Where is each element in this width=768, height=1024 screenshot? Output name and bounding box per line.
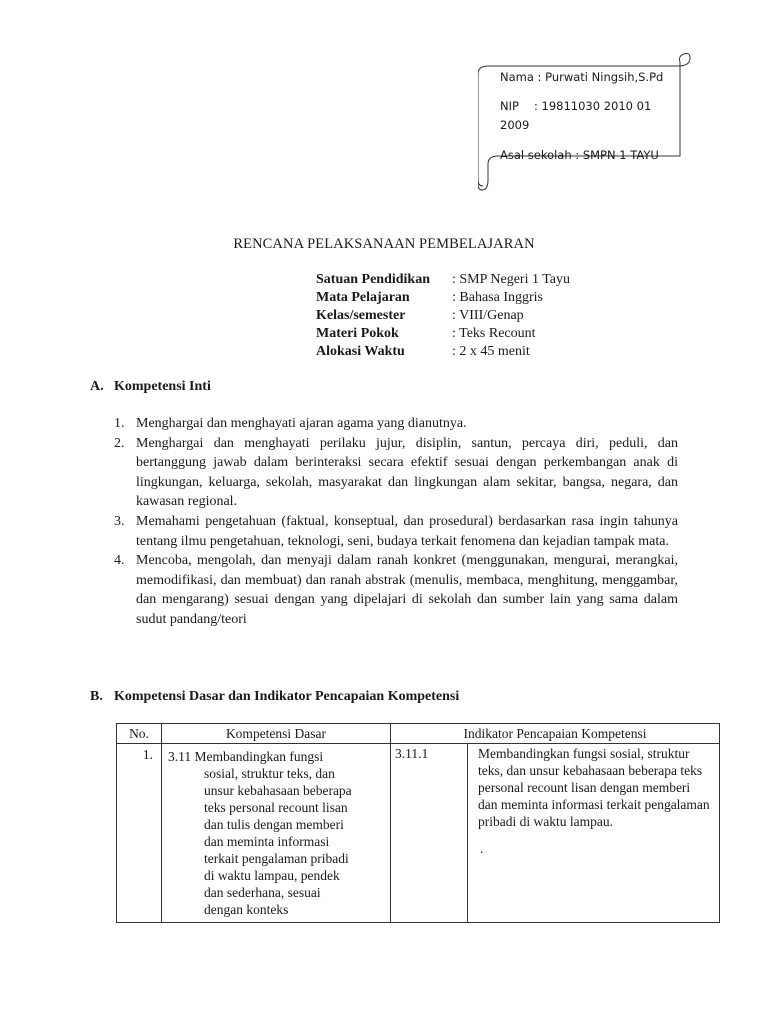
indicator-cell xyxy=(468,744,720,923)
list-item-number: 2. xyxy=(114,435,125,451)
identity-value: : 2 x 45 menit xyxy=(452,344,530,359)
kd-continuation xyxy=(168,765,384,918)
document-title: RENCANA PELAKSANAAN PEMBELAJARAN xyxy=(233,236,535,252)
kd-line: di waktu lampau, pendek xyxy=(204,868,340,883)
identity-value: : VIII/Genap xyxy=(452,308,524,323)
identity-row xyxy=(316,325,570,343)
identity-row xyxy=(316,307,570,325)
identity-key: Materi Pokok xyxy=(316,326,399,341)
nip-label: NIP xyxy=(500,99,519,113)
table-header-row xyxy=(117,724,720,744)
list-item-text: Mencoba, mengolah, dan menyaji dalam ranah konkret (menggunakan, mengurai, merangkai, memodifikasi, dan membuat) dan ranah abstrak (menulis, membaca, menghitung, menggambar, dan mengarang) sesuai dengan yang dipelajari di sekolah dan sumber lain yang sama dalam sudut pandang/teori xyxy=(136,553,678,627)
list-item-text: Menghargai dan menghayati ajaran agama yang dianutnya. xyxy=(136,416,467,431)
list-item xyxy=(114,512,678,551)
section-b-heading xyxy=(90,689,459,705)
list-item-number: 4. xyxy=(114,553,125,569)
section-title: Kompetensi Dasar dan Indikator Pencapaian Kompetensi xyxy=(114,689,460,704)
kd-line: dan tulis dengan memberi xyxy=(204,817,344,832)
identity-row xyxy=(316,271,570,289)
list-item-number: 1. xyxy=(114,416,125,431)
kd-line: sosial, struktur teks, dan xyxy=(204,766,335,781)
list-item-text: Memahami pengetahuan (faktual, konseptual, dan prosedural) berdasarkan rasa ingin tahunya tentang ilmu pengetahuan, teknologi, seni, budaya terkait fenomena dan kejadian tampak mata. xyxy=(136,513,678,549)
kd-line: dan sederhana, sesuai xyxy=(204,885,321,900)
competency-table xyxy=(116,723,720,923)
list-item-number: 3. xyxy=(114,513,125,529)
identity-key: Alokasi Waktu xyxy=(316,344,405,359)
list-item xyxy=(114,414,678,434)
identity-row xyxy=(316,289,570,307)
school-name: Asal sekolah : SMPN 1 TAYU xyxy=(500,148,659,162)
header-no: No. xyxy=(117,724,162,744)
identity-row xyxy=(316,343,570,361)
indicator-code: 3.11.1 xyxy=(391,744,468,923)
kd-first-line: 3.11 Membandingkan fungsi xyxy=(168,749,324,764)
identity-value: : Teks Recount xyxy=(452,326,536,341)
identity-value: : Bahasa Inggris xyxy=(452,290,543,305)
header-indikator: Indikator Pencapaian Kompetensi xyxy=(391,724,720,744)
indicator-text: Membandingkan fungsi sosial, struktur teks, dan unsur kebahasaan beberapa teks personal recount lisan dengan memberi dan meminta informasi terkait pengalaman pribadi di waktu lampau. xyxy=(478,746,710,829)
identity-block xyxy=(316,271,570,361)
identity-key: Kelas/semester xyxy=(316,308,406,323)
kd-line: unsur kebahasaan beberapa xyxy=(204,783,352,798)
author-name: Nama : Purwati Ningsih,S.Pd xyxy=(500,70,664,84)
kd-cell xyxy=(162,744,391,923)
list-item-text: Menghargai dan menghayati perilaku jujur, disiplin, santun, percaya diri, peduli, dan bertanggung jawab dalam berinteraksi secara efektif sesuai dengan perkembangan anak di lingkungan, keluarga, sekolah, masyarakat dan lingkungan alam sekitar, bangsa, negara, dan kawasan regional. xyxy=(136,435,678,510)
kd-line: dan meminta informasi xyxy=(204,834,330,849)
kd-line: dengan konteks xyxy=(204,902,289,917)
section-title: Kompetensi Inti xyxy=(114,379,211,394)
section-letter: A. xyxy=(90,379,104,394)
kd-line: teks personal recount lisan xyxy=(204,800,348,815)
kompetensi-inti-list xyxy=(114,414,678,630)
trailing-dot: . xyxy=(480,841,484,856)
identity-key: Satuan Pendidikan xyxy=(316,272,430,287)
nip-value: : 19811030 2010 01 xyxy=(534,99,652,113)
nip-value-cont: 2009 xyxy=(500,118,530,132)
identity-key: Mata Pelajaran xyxy=(316,290,410,305)
list-item xyxy=(114,434,678,512)
section-a-heading xyxy=(90,379,211,395)
section-letter: B. xyxy=(90,689,103,704)
row-number: 1. xyxy=(117,744,162,923)
list-item xyxy=(114,551,678,629)
identity-value: : SMP Negeri 1 Tayu xyxy=(452,272,571,287)
table-row xyxy=(117,744,720,923)
kd-line: terkait pengalaman pribadi xyxy=(204,851,349,866)
author-info xyxy=(500,68,680,165)
header-kompetensi-dasar: Kompetensi Dasar xyxy=(162,724,391,744)
